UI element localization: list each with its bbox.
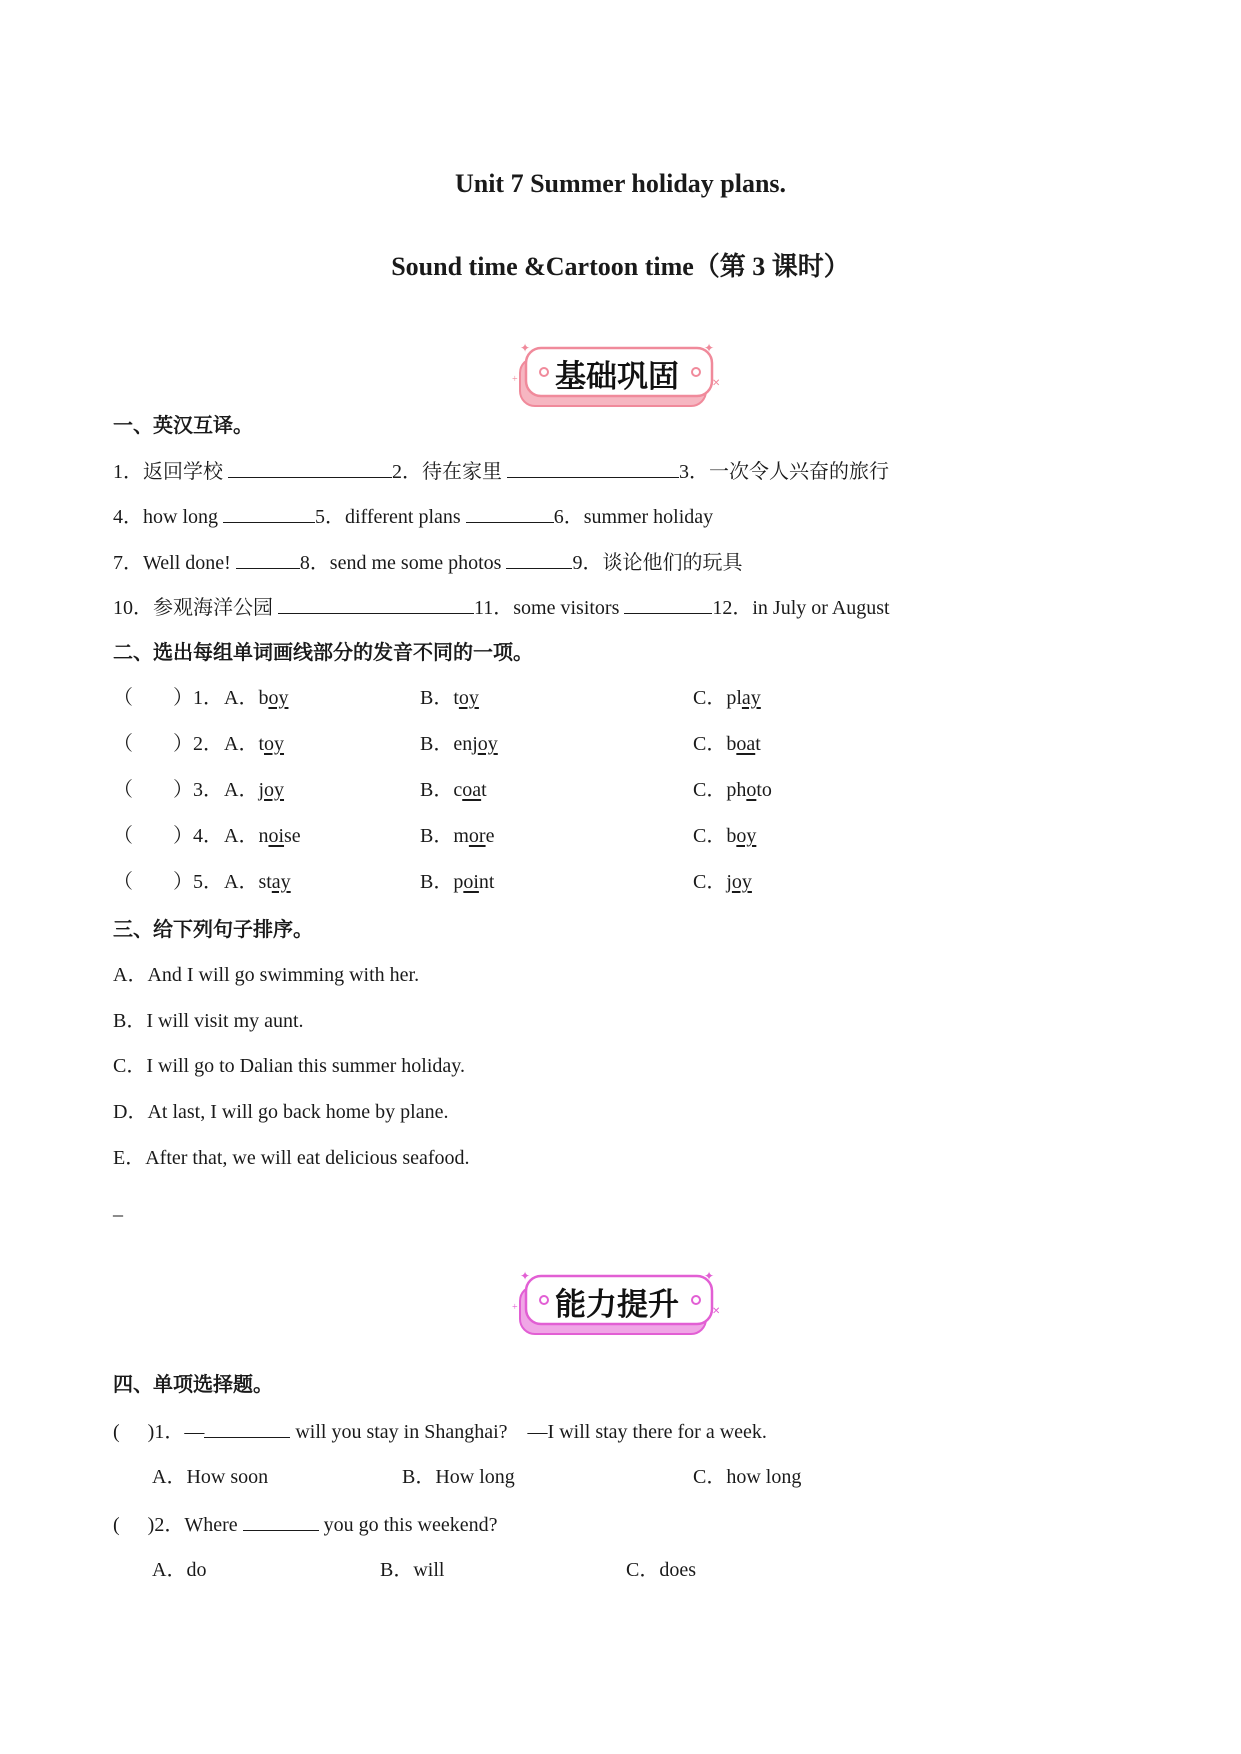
question-2: ( )2．Where you go this weekend? [113,1514,498,1536]
svg-text:✕: ✕ [712,1306,721,1317]
svg-text:✦: ✦ [704,341,715,355]
svg-text:✦: ✦ [704,1269,715,1283]
svg-text:✦: ✦ [520,1269,531,1283]
section1-heading: 一、英汉互译。 [113,415,253,437]
section4-heading: 四、单项选择题。 [113,1374,273,1396]
option-b: B．coat [420,779,487,801]
list-item: 4．how long 5．different plans 6．summer holiday [113,506,714,528]
option: A．do [152,1559,207,1581]
badge-label: 基础巩固 [555,359,679,395]
sentence-item: A．And I will go swimming with her. [113,964,420,986]
option-b: B．toy [420,687,479,709]
option: C．does [626,1559,696,1581]
page-title: Unit 7 Summer holiday plans. [454,169,787,198]
list-item: 7．Well done! 8．send me some photos 9．谈论他们的玩具 [113,552,743,574]
section-badge-basic [512,340,722,412]
option-c: C．boat [693,733,761,755]
option: B．will [380,1559,445,1581]
question-number: （ ）1． [113,687,223,709]
option: C．how long [693,1466,802,1488]
option-c: C．boy [693,825,757,847]
sentence-item: B．I will visit my aunt. [113,1010,304,1032]
svg-text:✕: ✕ [712,378,721,389]
question-number: （ ）3． [113,779,223,801]
option-b: B．more [420,825,495,847]
sentence-item: D．At last, I will go back home by plane. [113,1101,449,1123]
badge-label: 能力提升 [555,1287,679,1323]
option-a: A．toy [224,733,285,755]
svg-text:+: + [512,1302,518,1313]
option: B．How long [402,1466,515,1488]
sentence-item: E．After that, we will eat delicious seafood. [113,1147,470,1169]
option: A．How soon [152,1466,269,1488]
question-number: （ ）4． [113,825,223,847]
list-item: 10．参观海洋公园 11．some visitors 12．in July or August [113,597,890,619]
option-c: C．joy [693,871,752,893]
sentence-item: C．I will go to Dalian this summer holiday. [113,1055,466,1077]
section-badge-advanced [512,1268,722,1340]
option-c: C．play [693,687,761,709]
svg-text:✦: ✦ [520,341,531,355]
svg-text:+: + [512,374,518,385]
question-1: ( )1．— will you stay in Shanghai? —I will stay there for a week. [113,1421,767,1443]
option-c: C．photo [693,779,772,801]
question-number: （ ）5． [113,871,223,893]
page-subtitle: Sound time &Cartoon time（第 3 课时） [391,252,850,281]
option-a: A．stay [224,871,291,893]
option-a: A．boy [224,687,289,709]
option-a: A．noise [224,825,301,847]
section2-heading: 二、选出每组单词画线部分的发音不同的一项。 [113,642,533,664]
list-item: 1．返回学校 2．待在家里 3．一次令人兴奋的旅行 [113,461,889,483]
option-a: A．joy [224,779,285,801]
answer-line: _ [113,1197,123,1219]
question-number: （ ）2． [113,733,223,755]
section3-heading: 三、给下列句子排序。 [113,919,313,941]
option-b: B．enjoy [420,733,498,755]
option-b: B．point [420,871,495,893]
